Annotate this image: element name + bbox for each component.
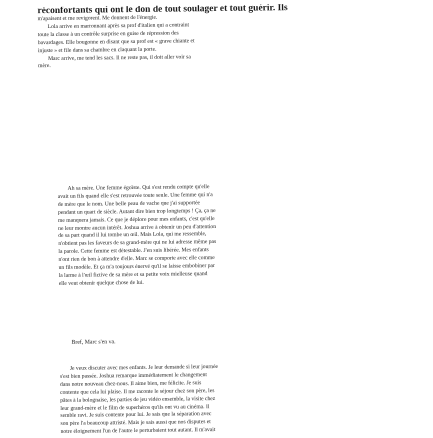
text-line: s'est bien passée. Joshua remarque immédiatement le changement: [59, 372, 208, 380]
text-line: de mère que le nom. Une belle peau de vache que j'ai supportée: [57, 200, 201, 208]
text-line: injuste » et file dans sa chambre en claquant la porte.: [37, 46, 157, 54]
closing-paragraph: [60, 362, 376, 437]
text-line: pâtes à la bolognaise, les parties de jeu vidéo ensemble, la visite chez: [60, 395, 216, 404]
text-line: Lola arrive en marronnant après sa prof d'italien qui a contraint: [47, 22, 190, 30]
text-line: mère.: [38, 63, 51, 70]
text-line: pendant un quart de siècle. Autant dire bien trop longtemps ! Ça, ça ne: [57, 207, 216, 216]
text-line: n'obtient pas les faveurs de sa grand-mère qui ne lui adresse même pas: [58, 239, 217, 248]
text-line: semble ravi. Je suis contente pour lui. Je sais que la séparation avec: [60, 411, 212, 420]
intro-heading-line: réconfortants qui ont le don de tout soulager et tout guérir. Ils: [37, 3, 288, 17]
text-line: m'apaisent et me revigorent. Me donnent de l'énergie.: [37, 14, 158, 23]
signoff-line: Bref, Marc s'en va.: [71, 339, 116, 346]
text-line: la parole. Cette femme est détestable. J'en suis libérée. Mes enfants: [58, 247, 209, 256]
body-paragraph: [58, 182, 374, 289]
text-line: dans notre nouveau chez-nous. Il aime bien, me félicite. Je suis: [60, 380, 202, 388]
text-line: elle veut obtenir quelque chose de lui.: [58, 279, 144, 287]
text-line: contente que cela lui plaise. Il me raconte le séjour chez son père, les: [60, 387, 215, 396]
text-line: avait un fils quand elle s'est retrouvée toute seule. Une femme qui n'a: [57, 191, 213, 200]
text-line: un fils modèle. Et ça m'a toujours énervé qu'il se laisse embobiner par: [58, 263, 215, 271]
text-line: leur grand-mère et le film de superhéros qu'ils ont vu au cinéma. Il: [60, 403, 210, 412]
text-line: toute la classe à un contrôle surprise en guise de répression des: [37, 30, 179, 38]
text-line: de sa part quand il lui tombe un œil. Mais Lola, qui me ressemble,: [58, 231, 207, 240]
text-line: ne leur montre aucun intérêt. Joshua arrive à obtenir un peu d'attention: [58, 223, 217, 232]
text-line: la larme à l'œil fictive de sa mère et sa petite voix mielleuse quand: [58, 271, 208, 279]
text-line: Ah sa mère. Une femme égoïste. Qui s'est rendu compte qu'elle: [67, 184, 210, 192]
text-line: notre éloignement l'un de l'autre le perturbaient tout autant. Il m'avait: [60, 427, 216, 436]
intro-paragraph: [37, 3, 395, 72]
text-line: n'ont rien de bon à attendre d'elle. Marc se comporte avec elle comme: [58, 255, 215, 264]
text-line: Marc arrive, me tend les sacs. Il ne reste pas, il doit aller voir sa: [48, 53, 191, 62]
text-line: son père l'a beaucoup attristé. Mais je sais aussi que nos disputes et: [60, 419, 211, 428]
text-line: Je veux discuter avec mes enfants. Je leur demande si leur journée: [69, 363, 219, 372]
text-line: bavardages. Elle bougonne en disant que sa prof est « grave chiante et: [37, 37, 195, 46]
text-line: me manquera jamais. Ce que je déplore pour mes enfants, c'est qu'elle: [58, 215, 215, 224]
